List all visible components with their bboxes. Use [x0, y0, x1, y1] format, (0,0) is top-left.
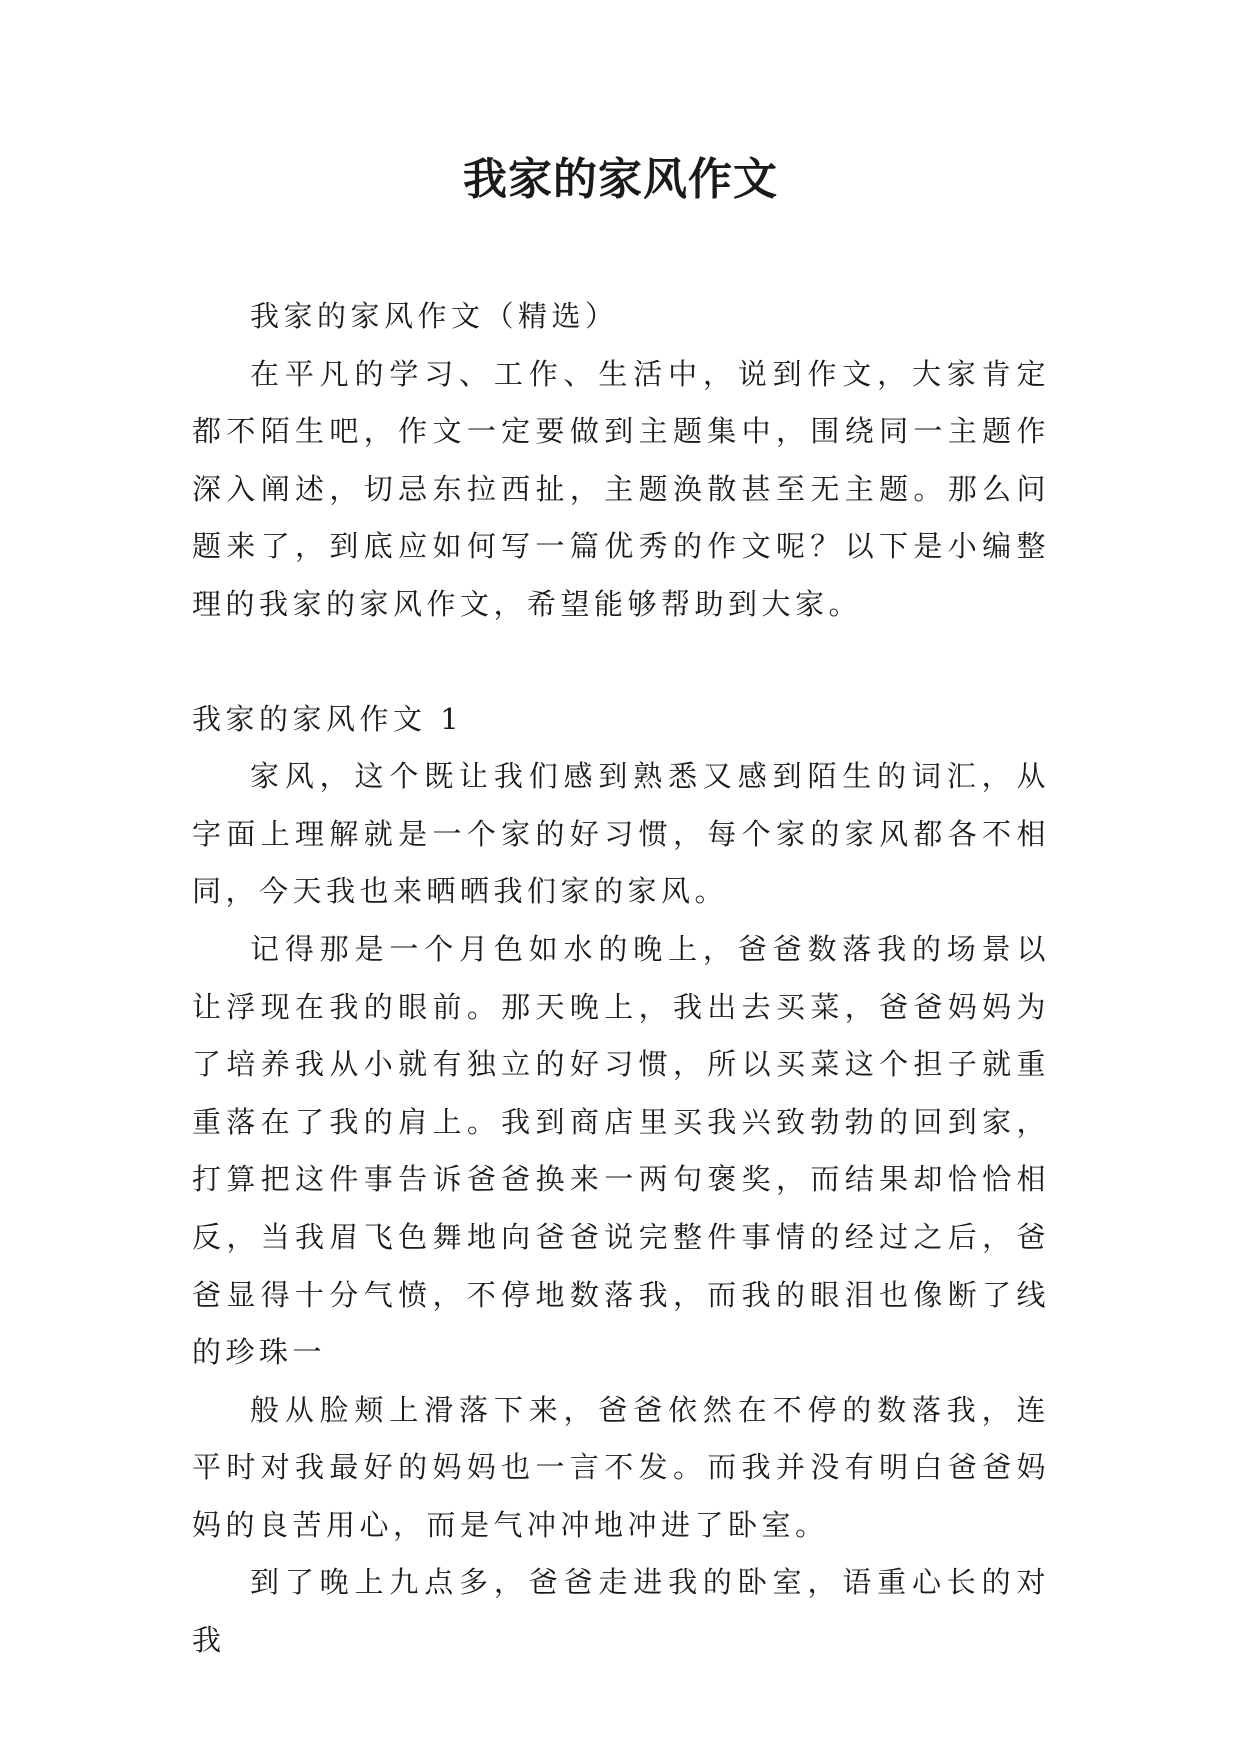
section-heading: 我家的家风作文 1 [192, 701, 464, 736]
document-body [192, 288, 1050, 1670]
body-paragraph: 般从脸颊上滑落下来，爸爸依然在不停的数落我，连平时对我最好的妈妈也一言不发。而我并没有明白爸爸妈妈的良苦用心，而是气冲冲地冲进了卧室。 [192, 1392, 1050, 1542]
body-paragraph: 家风，这个既让我们感到熟悉又感到陌生的词汇，从字面上理解就是一个家的好习惯，每个家的家风都各不相同，今天我也来晒晒我们家的家风。 [192, 759, 1050, 909]
document-title: 我家的家风作文 [463, 154, 778, 205]
intro-paragraph: 在平凡的学习、工作、生活中，说到作文，大家肯定都不陌生吧，作文一定要做到主题集中，围绕同一主题作深入阐述，切忌东拉西扯，主题涣散甚至无主题。那么问题来了，到底应如何写一篇优秀的作文呢？以下是小编整理的我家的家风作文，希望能够帮助到大家。 [192, 356, 1050, 621]
body-paragraph: 到了晚上九点多，爸爸走进我的卧室，语重心长的对我 [192, 1565, 1050, 1658]
body-paragraph: 记得那是一个月色如水的晚上，爸爸数落我的场景以让浮现在我的眼前。那天晚上，我出去买菜，爸爸妈妈为了培养我从小就有独立的好习惯，所以买菜这个担子就重重落在了我的肩上。我到商店里买我兴致勃勃的回到家，打算把这件事告诉爸爸换来一两句褒奖，而结果却恰恰相反，当我眉飞色舞地向爸爸说完整件事情的经过之后，爸爸显得十分气愤，不停地数落我，而我的眼泪也像断了线的珍珠一 [192, 931, 1050, 1370]
document-subtitle: 我家的家风作文（精选） [250, 299, 619, 333]
